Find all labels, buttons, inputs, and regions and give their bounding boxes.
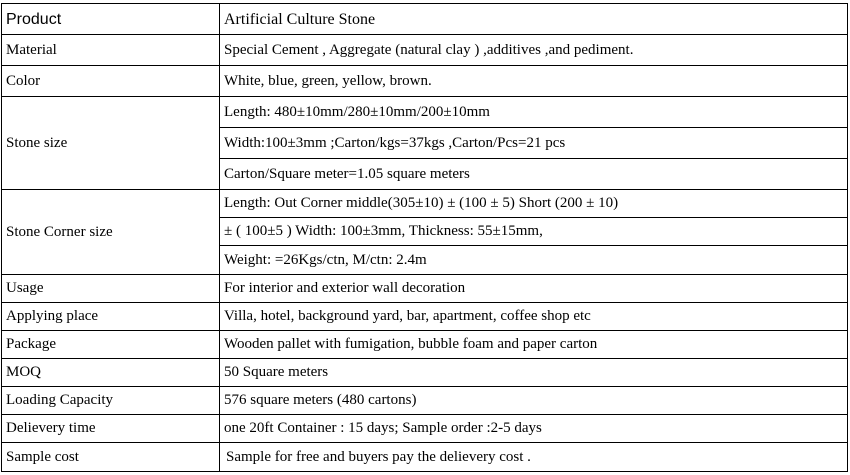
usage-value: For interior and exterior wall decoration [220,275,848,303]
moq-value: 50 Square meters [220,359,848,387]
table-row-applying-place [2,303,848,331]
package-value: Wooden pallet with fumigation, bubble foam and paper carton [220,331,848,359]
table-row-package [2,331,848,359]
delivery-value: one 20ft Container : 15 days; Sample order :2-5 days [220,415,848,443]
table-row-stone-corner-1 [2,190,848,218]
applying-label: Applying place [2,303,220,331]
color-label: Color [2,66,220,97]
moq-label: MOQ [2,359,220,387]
color-value: White, blue, green, yellow, brown. [220,66,848,97]
usage-label: Usage [2,275,220,303]
delivery-label: Delievery time [2,415,220,443]
table-row-delivery-time [2,415,848,443]
product-spec-table [1,3,848,472]
table-row-moq [2,359,848,387]
package-label: Package [2,331,220,359]
table-row-sample-cost [2,443,848,472]
table-row-product [2,4,848,35]
stone-corner-length: Length: Out Corner middle(305±10) ± (100 ± 5) Short (200 ± 10) [220,190,848,218]
stone-corner-label: Stone Corner size [2,190,220,275]
product-label: Product [2,4,220,35]
stone-size-carton: Carton/Square meter=1.05 square meters [220,159,848,190]
table-row-color [2,66,848,97]
table-row-material [2,35,848,66]
table-row-stone-size-1 [2,97,848,128]
sample-value: Sample for free and buyers pay the delievery cost . [220,443,848,472]
material-label: Material [2,35,220,66]
applying-value: Villa, hotel, background yard, bar, apartment, coffee shop etc [220,303,848,331]
stone-corner-width: ± ( 100±5 ) Width: 100±3mm, Thickness: 55±15mm, [220,218,848,246]
table-row-loading-capacity [2,387,848,415]
material-value: Special Cement , Aggregate (natural clay ) ,additives ,and pediment. [220,35,848,66]
stone-size-label: Stone size [2,97,220,190]
product-value: Artificial Culture Stone [220,4,848,35]
stone-size-length: Length: 480±10mm/280±10mm/200±10mm [220,97,848,128]
stone-corner-weight: Weight: =26Kgs/ctn, M/ctn: 2.4m [220,246,848,275]
table-row-usage [2,275,848,303]
loading-value: 576 square meters (480 cartons) [220,387,848,415]
stone-size-width: Width:100±3mm ;Carton/kgs=37kgs ,Carton/Pcs=21 pcs [220,128,848,159]
loading-label: Loading Capacity [2,387,220,415]
sample-label: Sample cost [2,443,220,472]
